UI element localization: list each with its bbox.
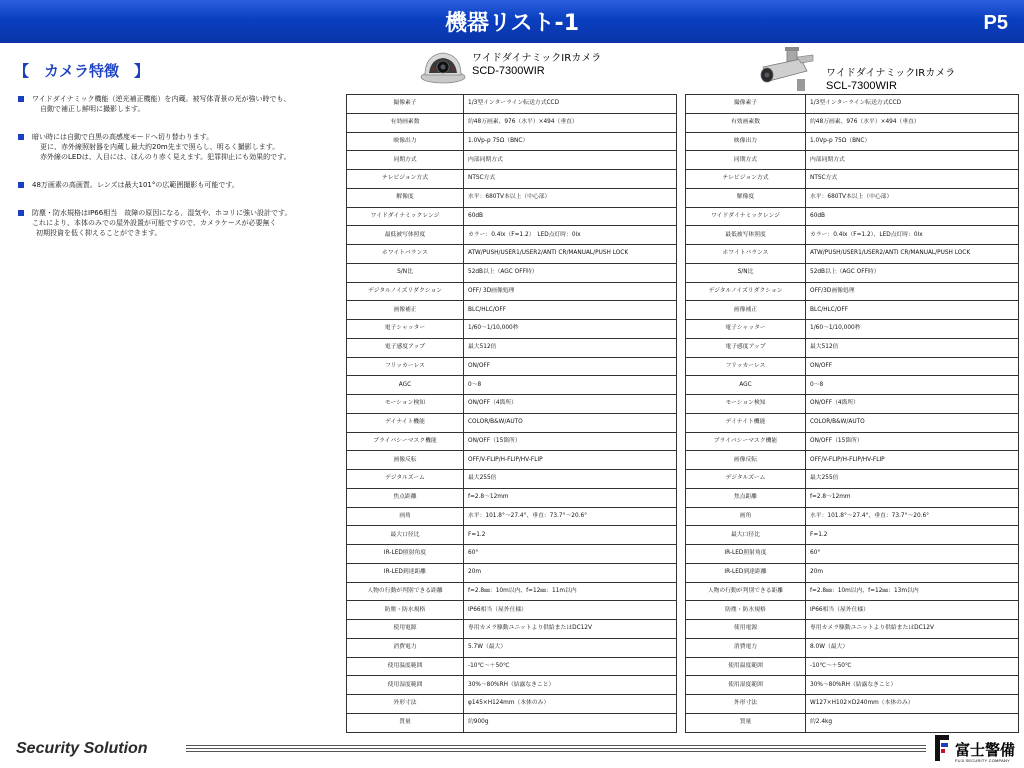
table-row (347, 488, 677, 507)
feature-line: 更に、赤外線照射器を内蔵し最大約20m先まで照らし、明るく撮影します。 (40, 143, 280, 151)
table-row (347, 507, 677, 526)
camera-left-model: SCD-7300WIR (472, 65, 545, 77)
spec-label: 消費電力 (686, 638, 806, 657)
bullet-camera-icon (757, 45, 815, 95)
spec-value: 1/60～1/10,000秒 (806, 320, 1019, 339)
spec-label: 防塵・防水規格 (686, 601, 806, 620)
spec-value: 内部同期方式 (464, 151, 677, 170)
table-row (347, 545, 677, 564)
spec-value: 水平：680TV本以上（中心部） (464, 188, 677, 207)
table-row (686, 207, 1019, 226)
spec-label: デジタルズーム (686, 470, 806, 489)
table-row (686, 113, 1019, 132)
page-title: 機器リスト-1 (445, 11, 579, 36)
spec-label: モーション検知 (347, 395, 464, 414)
spec-table-right (685, 94, 1019, 733)
spec-label: 質量 (347, 713, 464, 732)
feature-item (18, 180, 338, 190)
feature-line: これにより、本体のみでの屋外設置が可能ですので、カメラケースが必要無く (32, 219, 277, 227)
table-row (686, 376, 1019, 395)
company-subtitle: FUJI SECURITY COMPANY (955, 758, 1010, 763)
spec-value: IP66相当（屋外仕様） (806, 601, 1019, 620)
table-row (347, 132, 677, 151)
table-row (347, 695, 677, 714)
spec-label: ホワイトバランス (347, 245, 464, 264)
spec-value: カラー：0.4lx（F=1.2） LED点灯時：0lx (464, 226, 677, 245)
table-row (686, 132, 1019, 151)
table-row (347, 413, 677, 432)
fuji-logo-mark-icon (933, 733, 951, 763)
spec-value: 水平：101.8°～27.4°、垂直：73.7°～20.6° (464, 507, 677, 526)
spec-value: NTSC方式 (464, 170, 677, 189)
spec-value: 1.0Vp-p 75Ω（BNC） (464, 132, 677, 151)
spec-label: フリッカーレス (686, 357, 806, 376)
spec-label: 最大口径比 (347, 526, 464, 545)
table-row (347, 713, 677, 732)
table-row (686, 301, 1019, 320)
spec-value: 約2.4kg (806, 713, 1019, 732)
table-row (347, 320, 677, 339)
spec-value: 20m (806, 563, 1019, 582)
spec-value: 約48万画素、976（水平）×494（垂直） (464, 113, 677, 132)
spec-label: 使用湿度範囲 (686, 676, 806, 695)
table-row (686, 676, 1019, 695)
spec-label: AGC (686, 376, 806, 395)
table-row (686, 151, 1019, 170)
spec-value: ON/OFF（15箇所） (806, 432, 1019, 451)
company-name: 富士警備 (955, 741, 1016, 759)
spec-label: デジタルノイズリダクション (347, 282, 464, 301)
spec-label: 使用電源 (347, 620, 464, 639)
spec-value: ON/OFF（15箇所） (464, 432, 677, 451)
spec-label: 画角 (686, 507, 806, 526)
spec-value: ATW/PUSH/USER1/USER2/ANTI CR/MANUAL/PUSH LOCK (464, 245, 677, 264)
table-row (347, 226, 677, 245)
spec-value: BLC/HLC/OFF (806, 301, 1019, 320)
spec-label: 使用温度範囲 (686, 657, 806, 676)
spec-label: プライバシーマスク機能 (686, 432, 806, 451)
spec-label: 画像補正 (686, 301, 806, 320)
square-bullet-icon (18, 134, 24, 140)
table-row (347, 676, 677, 695)
table-row (347, 245, 677, 264)
spec-value: 専用カメラ駆動ユニットより供給またはDC12V (806, 620, 1019, 639)
table-row (686, 95, 1019, 114)
spec-value: 60° (806, 545, 1019, 564)
spec-label: IR-LED到達距離 (686, 563, 806, 582)
table-row (347, 263, 677, 282)
table-row (686, 488, 1019, 507)
table-row (347, 582, 677, 601)
spec-value: 60° (464, 545, 677, 564)
table-row (686, 526, 1019, 545)
spec-value: 0～8 (464, 376, 677, 395)
spec-label: 撮像素子 (347, 95, 464, 114)
feature-line: 自動で補正し鮮明に撮影します。 (40, 105, 145, 113)
table-row (686, 507, 1019, 526)
spec-value: OFF/V-FLIP/H-FLIP/HV-FLIP (464, 451, 677, 470)
table-row (686, 413, 1019, 432)
spec-label: 最低被写体照度 (686, 226, 806, 245)
feature-line: 赤外線のLEDは、人目には、ほんのり赤く見えます。犯罪抑止にも効果的です。 (40, 153, 291, 161)
spec-value: 8.0W（最大） (806, 638, 1019, 657)
spec-value: IP66相当（屋外仕様） (464, 601, 677, 620)
table-row (347, 376, 677, 395)
spec-value: OFF/V-FLIP/H-FLIP/HV-FLIP (806, 451, 1019, 470)
spec-value: φ145×H124mm（本体のみ） (464, 695, 677, 714)
spec-label: テレビジョン方式 (686, 170, 806, 189)
table-row (686, 545, 1019, 564)
spec-label: 有効画素数 (347, 113, 464, 132)
table-row (347, 563, 677, 582)
spec-label: プライバシーマスク機能 (347, 432, 464, 451)
spec-value: BLC/HLC/OFF (464, 301, 677, 320)
spec-label: 映像出力 (686, 132, 806, 151)
spec-label: IR-LED照射角度 (347, 545, 464, 564)
spec-value: 内部同期方式 (806, 151, 1019, 170)
table-row (686, 470, 1019, 489)
table-row (347, 526, 677, 545)
spec-value: 約48万画素、976（水平）×494（垂直） (806, 113, 1019, 132)
table-row (347, 432, 677, 451)
table-row (686, 695, 1019, 714)
table-row (686, 601, 1019, 620)
spec-label: 映像出力 (347, 132, 464, 151)
spec-value: カラー：0.4lx（F=1.2）、LED点灯時：0lx (806, 226, 1019, 245)
spec-value: f=2.8～12mm (806, 488, 1019, 507)
spec-value: 最大255倍 (464, 470, 677, 489)
feature-line: 初期投資を低く抑えることができます。 (36, 229, 162, 237)
spec-label: 消費電力 (347, 638, 464, 657)
feature-item (18, 132, 338, 162)
feature-item (18, 208, 338, 238)
spec-value: 30%～80%RH（結露なきこと） (806, 676, 1019, 695)
feature-line: 暗い時には自動で白黒の高感度モードへ切り替わります。 (32, 133, 214, 141)
table-row (347, 620, 677, 639)
spec-value: 水平：101.8°～27.4°、垂直：73.7°～20.6° (806, 507, 1019, 526)
spec-value: 0～8 (806, 376, 1019, 395)
spec-label: 画角 (347, 507, 464, 526)
spec-label: 焦点距離 (347, 488, 464, 507)
spec-label: 最大口径比 (686, 526, 806, 545)
table-row (347, 113, 677, 132)
spec-value: 1/60～1/10,000秒 (464, 320, 677, 339)
spec-label: 画像反転 (347, 451, 464, 470)
spec-value: 最大255倍 (806, 470, 1019, 489)
feature-line: ワイドダイナミック機能（逆光補正機能）を内蔵。被写体背景の光が強い時でも、 (32, 95, 291, 103)
spec-label: 解像度 (347, 188, 464, 207)
spec-label: 解像度 (686, 188, 806, 207)
table-row (686, 395, 1019, 414)
spec-label: デイナイト機能 (686, 413, 806, 432)
table-row (686, 338, 1019, 357)
camera-left-name: ワイドダイナミックIRカメラ (472, 53, 602, 64)
table-row (686, 188, 1019, 207)
spec-value: 1.0Vp-p 75Ω（BNC） (806, 132, 1019, 151)
dome-camera-icon (419, 47, 467, 87)
spec-label: 質量 (686, 713, 806, 732)
table-row (347, 301, 677, 320)
table-row (686, 170, 1019, 189)
spec-label: ワイドダイナミックレンジ (347, 207, 464, 226)
spec-value: ON/OFF（4箇所） (806, 395, 1019, 414)
spec-label: ワイドダイナミックレンジ (686, 207, 806, 226)
camera-right-model: SCL-7300WIR (826, 80, 897, 92)
table-row (686, 320, 1019, 339)
table-row (347, 95, 677, 114)
spec-label: 最低被写体照度 (347, 226, 464, 245)
table-row (347, 470, 677, 489)
table-row (686, 563, 1019, 582)
table-row (686, 620, 1019, 639)
spec-label: デジタルズーム (347, 470, 464, 489)
square-bullet-icon (18, 182, 24, 188)
spec-value: COLOR/B&W/AUTO (806, 413, 1019, 432)
spec-value: 最大512倍 (464, 338, 677, 357)
spec-label: 有効画素数 (686, 113, 806, 132)
spec-label: 外形寸法 (347, 695, 464, 714)
camera-right-name: ワイドダイナミックIRカメラ (826, 68, 956, 79)
spec-value: F=1.2 (806, 526, 1019, 545)
spec-value: f=2.8～12mm (464, 488, 677, 507)
spec-label: 使用湿度範囲 (347, 676, 464, 695)
spec-value: f=2.8㎜：10m以内、f=12㎜：11m以内 (464, 582, 677, 601)
table-row (347, 601, 677, 620)
spec-value: W127×H102×D240mm（本体のみ） (806, 695, 1019, 714)
spec-label: モーション検知 (686, 395, 806, 414)
spec-label: 人物の行動が判別できる距離 (347, 582, 464, 601)
spec-label: テレビジョン方式 (347, 170, 464, 189)
spec-value: 52dB以上（AGC OFF時） (464, 263, 677, 282)
spec-label: 防塵・防水規格 (347, 601, 464, 620)
table-row (347, 207, 677, 226)
feature-item (18, 94, 338, 114)
spec-label: 同期方式 (686, 151, 806, 170)
table-row (347, 357, 677, 376)
table-row (686, 638, 1019, 657)
spec-value: 水平：680TV本以上（中心部） (806, 188, 1019, 207)
spec-label: 外形寸法 (686, 695, 806, 714)
spec-label: 電子シャッター (686, 320, 806, 339)
table-row (686, 245, 1019, 264)
square-bullet-icon (18, 210, 24, 216)
table-row (686, 432, 1019, 451)
table-row (347, 151, 677, 170)
table-row (686, 451, 1019, 470)
spec-label: 焦点距離 (686, 488, 806, 507)
spec-label: 電子シャッター (347, 320, 464, 339)
spec-value: 30%～80%RH（結露なきこと） (464, 676, 677, 695)
table-row (347, 451, 677, 470)
square-bullet-icon (18, 96, 24, 102)
camera-right-label (826, 67, 955, 93)
feature-line: 48万画素の高画質。レンズは最大101°の広範囲撮影も可能です。 (32, 181, 239, 189)
spec-value: ON/OFF (806, 357, 1019, 376)
spec-value: 1/3型インターライン転送方式CCD (806, 95, 1019, 114)
table-row (686, 582, 1019, 601)
table-row (347, 170, 677, 189)
spec-value: OFF/ 3D画像処理 (464, 282, 677, 301)
table-row (347, 657, 677, 676)
spec-value: 60dB (806, 207, 1019, 226)
spec-label: 撮像素子 (686, 95, 806, 114)
spec-table-left (346, 94, 677, 733)
feature-line: 防塵・防水規格はIP66相当 故障の原因になる、湿気や、ホコリに強い設計です。 (32, 209, 292, 217)
spec-value: 専用カメラ駆動ユニットより供給またはDC12V (464, 620, 677, 639)
table-row (686, 263, 1019, 282)
spec-value: -10℃～＋50℃ (464, 657, 677, 676)
table-row (686, 357, 1019, 376)
spec-value: f=2.8㎜：10m以内、f=12㎜：13m以内 (806, 582, 1019, 601)
spec-label: IR-LED照射角度 (686, 545, 806, 564)
spec-label: S/N比 (347, 263, 464, 282)
spec-value: 最大512倍 (806, 338, 1019, 357)
spec-label: 画像反転 (686, 451, 806, 470)
spec-label: 人物の行動が判別できる距離 (686, 582, 806, 601)
spec-label: デイナイト機能 (347, 413, 464, 432)
table-row (347, 188, 677, 207)
spec-label: ホワイトバランス (686, 245, 806, 264)
spec-value: COLOR/B&W/AUTO (464, 413, 677, 432)
spec-value: 60dB (464, 207, 677, 226)
spec-label: S/N比 (686, 263, 806, 282)
spec-value: ON/OFF（4箇所） (464, 395, 677, 414)
spec-label: 画像補正 (347, 301, 464, 320)
spec-value: 約900g (464, 713, 677, 732)
spec-value: NTSC方式 (806, 170, 1019, 189)
page-number: P5 (983, 12, 1008, 34)
spec-label: 使用電源 (686, 620, 806, 639)
table-row (347, 282, 677, 301)
spec-label: IR-LED到達距離 (347, 563, 464, 582)
table-row (686, 657, 1019, 676)
spec-label: 電子感度アップ (686, 338, 806, 357)
table-row (347, 338, 677, 357)
table-row (686, 713, 1019, 732)
feature-list (18, 94, 338, 256)
company-logo (933, 733, 1023, 767)
spec-value: -10℃～＋50℃ (806, 657, 1019, 676)
section-title: 【 カメラ特徴 】 (14, 62, 150, 80)
camera-left-label (472, 52, 601, 78)
table-row (686, 226, 1019, 245)
table-row (686, 282, 1019, 301)
spec-value: ATW/PUSH/USER1/USER2/ANTI CR/MANUAL/PUSH LOCK (806, 245, 1019, 264)
spec-label: 電子感度アップ (347, 338, 464, 357)
spec-value: 20m (464, 563, 677, 582)
spec-value: 5.7W（最大） (464, 638, 677, 657)
spec-label: デジタルノイズリダクション (686, 282, 806, 301)
spec-value: 52dB以上（AGC OFF時） (806, 263, 1019, 282)
spec-label: フリッカーレス (347, 357, 464, 376)
table-row (347, 395, 677, 414)
spec-value: 1/3型インターライン転送方式CCD (464, 95, 677, 114)
footer-rule (186, 744, 926, 754)
spec-label: AGC (347, 376, 464, 395)
footer-title: Security Solution (16, 740, 148, 757)
spec-value: OFF/3D画像処理 (806, 282, 1019, 301)
table-row (347, 638, 677, 657)
spec-value: F=1.2 (464, 526, 677, 545)
spec-label: 同期方式 (347, 151, 464, 170)
spec-value: ON/OFF (464, 357, 677, 376)
spec-label: 使用温度範囲 (347, 657, 464, 676)
